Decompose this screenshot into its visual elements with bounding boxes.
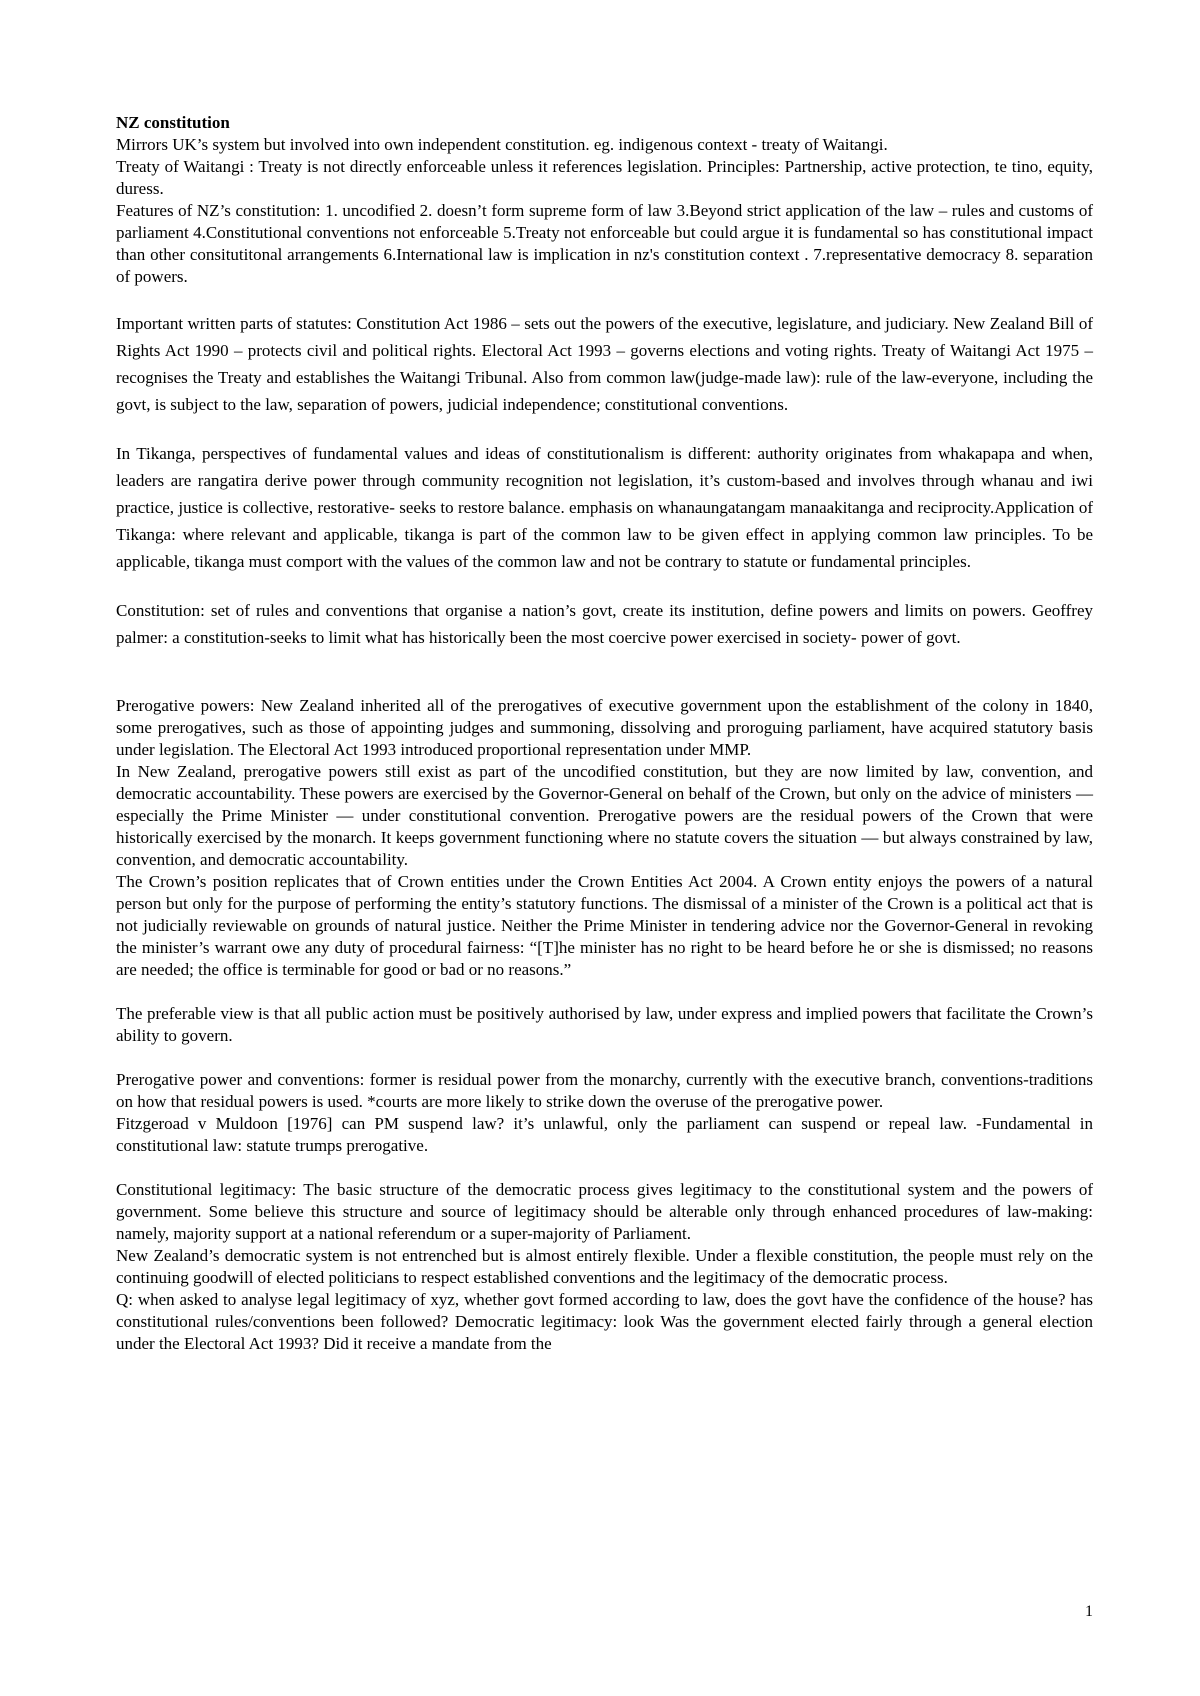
paragraph-tikanga: In Tikanga, perspectives of fundamental values and ideas of constitutionalism is different: authority originates from whakapapa and when, leaders are rangatira derive power through community recognition not legislation, it’s custom-based and involves through whanau and iwi practice, justice is collective, restorative- seeks to restore balance. emphasis on whanaungatangam manaakitanga and reciprocity.Application of Tikanga: where relevant and applicable, tikanga is part of the common law to be given effect in applying common law principles. To be applicable, tikanga must comport with the values of the common law and not be contrary to statute or fundamental principles. xyxy=(116,444,1093,571)
paragraph-intro-1: Mirrors UK’s system but involved into own independent constitution. eg. indigenous context - treaty of Waitangi. xyxy=(116,135,888,154)
paragraph-flexible-constitution: New Zealand’s democratic system is not entrenched but is almost entirely flexible. Under a flexible constitution, the people must rely on the continuing goodwill of elected politicians to respect established conventions and the legitimacy of the democratic process. xyxy=(116,1246,1093,1287)
paragraph-prerogative-conventions: Prerogative power and conventions: former is residual power from the monarchy, currently with the executive branch, conventions-traditions on how that residual powers is used. *courts are more likely to strike down the overuse of the prerogative power. xyxy=(116,1070,1093,1111)
paragraph-fitzgerald-case: Fitzgeroad v Muldoon [1976] can PM suspend law? it’s unlawful, only the parliament can suspend or repeal law. -Fundamental in constitutional law: statute trumps prerogative. xyxy=(116,1114,1093,1155)
page-number: 1 xyxy=(1085,1603,1093,1620)
paragraph-statutes: Important written parts of statutes: Constitution Act 1986 – sets out the powers of the executive, legislature, and judiciary. New Zealand Bill of Rights Act 1990 – protects civil and political rights. Electoral Act 1993 – governs elections and voting rights. Treaty of Waitangi Act 1975 – recognises the Treaty and establishes the Waitangi Tribunal. Also from common law(judge-made law): rule of the law-everyone, including the govt, is subject to the law, separation of powers, judicial independence; constitutional conventions. xyxy=(116,314,1093,414)
paragraph-legitimacy-question: Q: when asked to analyse legal legitimacy of xyz, whether govt formed according to law, does the govt have the confidence of the house? has constitutional rules/conventions been followed? Democratic legitimacy: look Was the government elected fairly through a general election under the Electoral Act 1993? Did it receive a mandate from the xyxy=(116,1290,1093,1353)
document-title: NZ constitution xyxy=(116,113,230,132)
paragraph-treaty: Treaty of Waitangi : Treaty is not directly enforceable unless it references legislation. Principles: Partnership, active protection, te tino, equity, duress. xyxy=(116,157,1093,198)
paragraph-crown-position: The Crown’s position replicates that of Crown entities under the Crown Entities Act 2004. A Crown entity enjoys the powers of a natural person but only for the purpose of performing the entity’s statutory functions. The dismissal of a minister of the Crown is a political act that is not judicially reviewable on grounds of natural justice. Neither the Prime Minister in tendering advice nor the Governor-General in revoking the minister’s warrant owe any duty of procedural fairness: “[T]he minister has no right to be heard before he or she is dismissed; no reasons are needed; the office is terminable for good or bad or no reasons.” xyxy=(116,872,1093,979)
paragraph-preferable-view: The preferable view is that all public action must be positively authorised by law, under express and implied powers that facilitate the Crown’s ability to govern. xyxy=(116,1004,1093,1045)
document-body xyxy=(116,112,1093,1355)
paragraph-constitution-definition: Constitution: set of rules and conventions that organise a nation’s govt, create its institution, define powers and limits on powers. Geoffrey palmer: a constitution-seeks to limit what has historically been the most coercive power exercised in society- power of govt. xyxy=(116,601,1093,647)
paragraph-features: Features of NZ’s constitution: 1. uncodified 2. doesn’t form supreme form of law 3.Beyond strict application of the law – rules and customs of parliament 4.Constitutional conventions not enforceable 5.Treaty not enforceable but could argue it is fundamental so has constitutional impact than other consitutitonal arrangements 6.International law is implication in nz's constitution context . 7.representative democracy 8. separation of powers. xyxy=(116,201,1093,286)
paragraph-prerogative-limits: In New Zealand, prerogative powers still exist as part of the uncodified constitution, but they are now limited by law, convention, and democratic accountability. These powers are exercised by the Governor-General on behalf of the Crown, but only on the advice of ministers — especially the Prime Minister — under constitutional convention. Prerogative powers are the residual powers of the Crown that were historically exercised by the monarch. It keeps government functioning where no statute covers the situation — but always constrained by law, convention, and democratic accountability. xyxy=(116,762,1093,869)
paragraph-prerogative-powers: Prerogative powers: New Zealand inherited all of the prerogatives of executive government upon the establishment of the colony in 1840, some prerogatives, such as those of appointing judges and summoning, dissolving and proroguing parliament, have acquired statutory basis under legislation. The Electoral Act 1993 introduced proportional representation under MMP. xyxy=(116,696,1093,759)
paragraph-constitutional-legitimacy: Constitutional legitimacy: The basic structure of the democratic process gives legitimacy to the constitutional system and the powers of government. Some believe this structure and source of legitimacy should be alterable only through enhanced procedures of law-making: namely, majority support at a national referendum or a super-majority of Parliament. xyxy=(116,1180,1093,1243)
